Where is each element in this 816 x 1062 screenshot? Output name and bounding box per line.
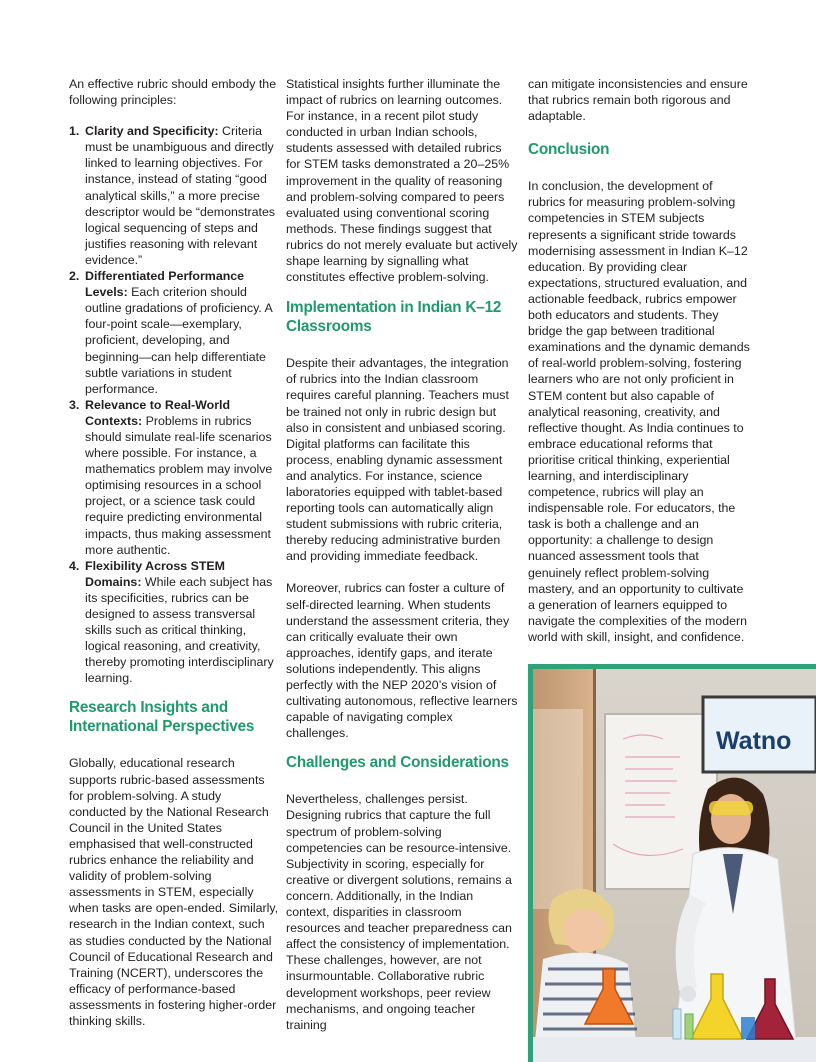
lab-photo bbox=[533, 669, 816, 1062]
list-item: 3. Relevance to Real-World Contexts: Problems in rubrics should simulate real-life scenarios where possible. For instance, a mathematics problem may involve optimising resources in a school project, or a science task could require predicting environmental impacts, thus making assessment more authentic. bbox=[69, 397, 273, 557]
challenges-heading: Challenges and Considerations bbox=[286, 754, 509, 772]
challenges-paragraph: Nevertheless, challenges persist. Designing rubrics that capture the full spectrum of problem-solving competencies can be resource-intensive. Subjectivity in scoring, especially for creative or divergent solutions, remains a concern. Additionally, in the Indian context, disparities in classroom resources and teacher preparedness can affect the consistency of implementation. These challenges, however, are not insurmountable. Collaborative rubric development workshops, peer review mechanisms, and ongoing teacher training bbox=[286, 792, 512, 1032]
list-item: 2. Differentiated Performance Levels: Each criterion should outline gradations of proficiency. A four-point scale—exemplary, proficient, developing, and beginning—can help differentiate subtle variations in student performance. bbox=[69, 269, 273, 396]
column-2 bbox=[286, 76, 518, 1033]
list-item: 4. Flexibility Across STEM Domains: While each subject has its specificities, rubrics can be designed to assess transversal skills such as critical thinking, logical reasoning, and creativity, thereby promoting interdisciplinary learning. bbox=[69, 558, 274, 686]
conclusion-paragraph: In conclusion, the development of rubrics for measuring problem-solving competencies in STEM subjects represents a significant stride towards modernising assessment in Indian K–12 education. By providing clear expectations, structured evaluation, and actionable feedback, rubrics empower both educators and students. They bridge the gap between traditional examinations and the dynamic demands of real-world problem-solving, fostering learners who are not only proficient in STEM content but also capable of analytical reasoning, creativity, and reflective thought. As India continues to embrace educational reforms that prioritise critical thinking, experiential learning, and interdisciplinary competence, rubrics will play an indispensable role. For educators, the task is both a challenge and an opportunity: a challenge to design nuanced assessment tools that genuinely reflect problem-solving mastery, and an opportunity to cultivate a generation of learners equipped to navigate the complexities of the modern world with skill, insight, and confidence. bbox=[528, 179, 750, 644]
column-1 bbox=[69, 76, 279, 1029]
culture-paragraph: Moreover, rubrics can foster a culture of self-directed learning. When students understand the assessment criteria, they can critically evaluate their own approaches, identify gaps, and iterate solutions independently. This aligns perfectly with the NEP 2020’s vision of cultivating autonomous, reflective learners capable of navigating complex challenges. bbox=[286, 581, 518, 741]
research-paragraph: Globally, educational research supports rubric-based assessments for problem-solving. A study conducted by the National Research Council in the United States emphasised that well-constructed rubrics enhance the reliability and validity of problem-solving assessments in STEM, especially when tasks are open-ended. Similarly, research in the Indian context, such as studies conducted by the National Council of Educational Research and Training (NCERT), underscores the efficacy of performance-based assessments in fostering higher-order thinking skills. bbox=[69, 756, 279, 1028]
column-3 bbox=[528, 76, 750, 645]
continued-paragraph: can mitigate inconsistencies and ensure that rubrics remain both rigorous and adaptable. bbox=[528, 77, 748, 124]
implementation-heading: Implementation in Indian K–12 Classrooms bbox=[286, 299, 502, 336]
implementation-paragraph: Despite their advantages, the integration of rubrics into the Indian classroom requires careful planning. Teachers must be trained not only in rubric design but also in consistent and unbiased scoring. Digital platforms can facilitate this process, enabling dynamic assessment and analytics. For instance, science laboratories equipped with tablet-based reporting tools can automatically align student submissions with rubric criteria, thereby reducing administrative burden and providing immediate feedback. bbox=[286, 356, 509, 564]
principles-list bbox=[69, 123, 279, 686]
intro-paragraph: An effective rubric should embody the following principles: bbox=[69, 77, 277, 108]
stats-paragraph: Statistical insights further illuminate the impact of rubrics on learning outcomes. For instance, in a recent pilot study conducted in urban Indian schools, students assessed with detailed rubrics for STEM tasks demonstrated a 20–25% improvement in the quality of reasoning and problem-solving compared to peers evaluated using conventional scoring methods. These findings suggest that rubrics do not merely evaluate but actively shape learning by signalling what constitutes effective problem-solving. bbox=[286, 77, 518, 285]
conclusion-heading: Conclusion bbox=[528, 141, 610, 159]
list-item: 1. Clarity and Specificity: Criteria must be unambiguous and directly linked to learning objectives. For instance, instead of stating “good analytical skills,” a more precise descriptor would be “demonstrates logical sequencing of steps and justifies reasoning with relevant evidence.” bbox=[69, 124, 276, 267]
screen-text: Watno bbox=[716, 727, 792, 755]
research-heading: Research Insights and International Perspectives bbox=[69, 699, 255, 736]
